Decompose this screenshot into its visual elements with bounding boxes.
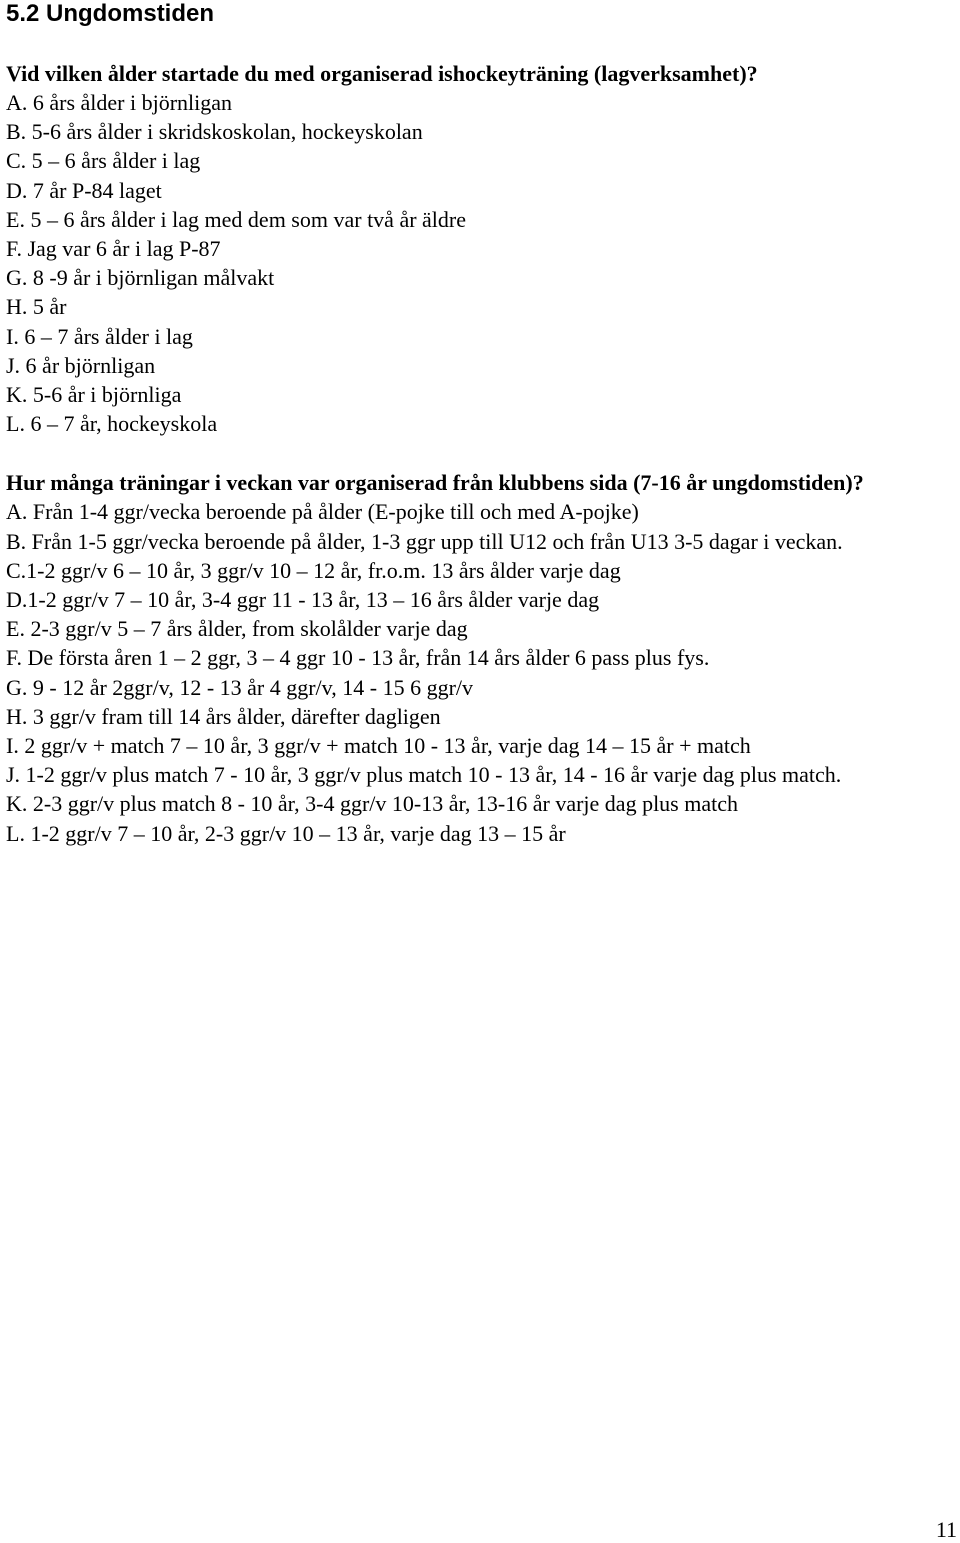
- answer-item: J. 6 år björnligan: [6, 352, 156, 378]
- question-block: [6, 468, 946, 847]
- answer-item: E. 5 – 6 års ålder i lag med dem som var två år äldre: [6, 206, 467, 232]
- page-number: 11: [935, 1517, 957, 1542]
- question-text: Hur många träningar i veckan var organiserad från klubbens sida (7-16 år ungdomstiden)?: [6, 470, 864, 496]
- answer-item: L. 6 – 7 år, hockeyskola: [6, 411, 218, 437]
- answer-item: E. 2-3 ggr/v 5 – 7 års ålder, from skolålder varje dag: [6, 616, 468, 642]
- section-heading: 5.2 Ungdomstiden: [6, 0, 215, 27]
- answer-item: G. 8 -9 år i björnligan målvakt: [6, 265, 275, 291]
- answer-item: I. 6 – 7 års ålder i lag: [6, 323, 193, 349]
- answer-list: [6, 497, 946, 847]
- answer-item: I. 2 ggr/v + match 7 – 10 år, 3 ggr/v + match 10 - 13 år, varje dag 14 – 15 år + match: [6, 733, 751, 759]
- answer-item: B. 5-6 års ålder i skridskoskolan, hockeyskolan: [6, 119, 423, 145]
- question-block: [6, 59, 946, 438]
- answer-item: H. 3 ggr/v fram till 14 års ålder, därefter dagligen: [6, 703, 441, 729]
- answer-item: D.1-2 ggr/v 7 – 10 år, 3-4 ggr 11 - 13 år, 13 – 16 års ålder varje dag: [6, 587, 600, 613]
- answer-item: G. 9 - 12 år 2ggr/v, 12 - 13 år 4 ggr/v, 14 - 15 6 ggr/v: [6, 674, 474, 700]
- answer-item: D. 7 år P-84 laget: [6, 177, 162, 203]
- answer-item: J. 1-2 ggr/v plus match 7 - 10 år, 3 ggr/v plus match 10 - 13 år, 14 - 16 år varje dag plus match.: [6, 762, 842, 788]
- answer-item: F. De första åren 1 – 2 ggr, 3 – 4 ggr 10 - 13 år, från 14 års ålder 6 pass plus fys.: [6, 645, 710, 671]
- answer-item: B. Från 1-5 ggr/vecka beroende på ålder, 1-3 ggr upp till U12 och från U13 3-5 dagar i veckan.: [6, 528, 843, 554]
- answer-item: L. 1-2 ggr/v 7 – 10 år, 2-3 ggr/v 10 – 13 år, varje dag 13 – 15 år: [6, 820, 566, 846]
- answer-item: H. 5 år: [6, 294, 67, 320]
- answer-item: K. 2-3 ggr/v plus match 8 - 10 år, 3-4 ggr/v 10-13 år, 13-16 år varje dag plus match: [6, 791, 738, 817]
- answer-item: A. 6 års ålder i björnligan: [6, 90, 233, 115]
- answer-item: F. Jag var 6 år i lag P-87: [6, 236, 221, 262]
- document-page: [6, 0, 946, 848]
- answer-item: K. 5-6 år i björnliga: [6, 382, 182, 408]
- answer-item: C.1-2 ggr/v 6 – 10 år, 3 ggr/v 10 – 12 år, fr.o.m. 13 års ålder varje dag: [6, 557, 621, 583]
- answer-list: [6, 88, 946, 438]
- answer-item: C. 5 – 6 års ålder i lag: [6, 148, 201, 174]
- answer-item: A. Från 1-4 ggr/vecka beroende på ålder (E-pojke till och med A-pojke): [6, 499, 639, 525]
- question-text: Vid vilken ålder startade du med organiserad ishockeyträning (lagverksamhet)?: [6, 61, 758, 86]
